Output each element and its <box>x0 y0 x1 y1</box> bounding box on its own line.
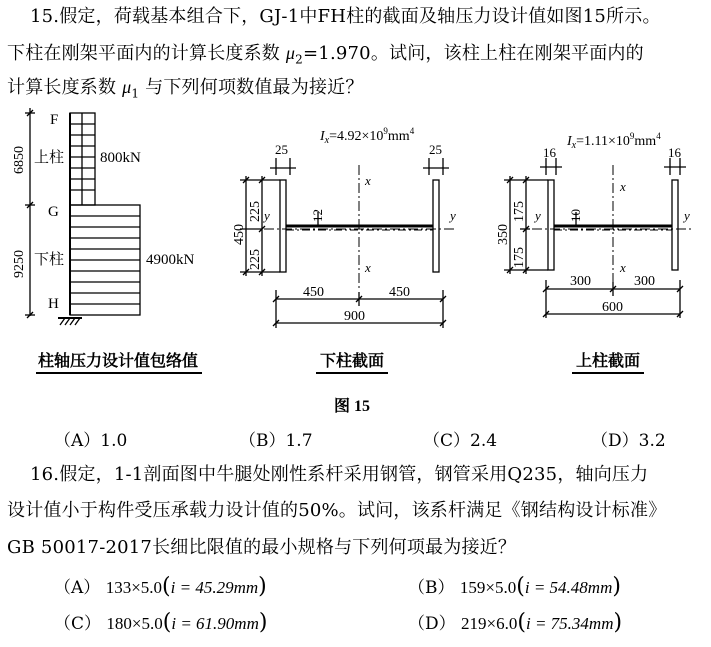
q16-line-2: 设计值小于构件受压承载力设计值的50%。试问，该系杆满足《钢结构设计标准》 <box>7 500 667 521</box>
q16-option-a[interactable]: （A） 133×5.0(i = 45.29mm) <box>54 574 267 599</box>
q16-option-c[interactable]: （C） 180×5.0(i = 61.90mm) <box>54 610 268 635</box>
lower-section-drawing <box>240 158 455 328</box>
q15-line-3-rest: 与下列何项数值最为接近？ <box>145 77 364 98</box>
upper-axis-x-top: x <box>620 179 626 194</box>
upper-section-drawing <box>504 158 692 318</box>
upper-axis-x-bottom: x <box>620 260 626 275</box>
upper-ix-value: =1.11×10 <box>576 134 630 149</box>
lower-ix-symbol: I <box>320 129 325 144</box>
q16-option-b-radius: i = 54.48mm <box>524 578 613 597</box>
mu1-subscript: 1 <box>131 86 140 101</box>
lower-w-left: 450 <box>303 285 324 300</box>
lower-h-bot: 225 <box>248 249 263 270</box>
q16-option-a-radius: i = 45.29mm <box>170 578 259 597</box>
lower-ix-unit: mm <box>387 129 410 144</box>
mu1-symbol: μ <box>122 77 132 97</box>
q15-option-b[interactable]: （B）1.7 <box>239 431 313 451</box>
lower-flange-left-thk: 25 <box>275 142 288 157</box>
upper-section-caption: 上柱截面 <box>576 351 641 370</box>
envelope-diagram <box>25 108 140 325</box>
q15-line-2-text: 下柱在刚架平面内的计算长度系数 <box>7 43 280 64</box>
node-H: H <box>48 296 59 312</box>
lower-ix-unit-exp: 4 <box>409 126 415 136</box>
upper-ix-label <box>566 131 661 151</box>
upper-h-total: 350 <box>496 224 511 245</box>
upper-axis-y-right: y <box>684 208 690 223</box>
lower-ix-sub: x <box>324 135 330 146</box>
figure-title: 图 15 <box>334 398 371 415</box>
q16-option-d-size: 219×6.0 <box>461 614 518 633</box>
upper-web-thk: 10 <box>568 209 583 222</box>
upper-section-caption-underline <box>572 372 644 374</box>
lower-section-caption-underline <box>316 372 388 374</box>
lower-h-top: 225 <box>248 201 263 222</box>
q16-option-d-label: （D） <box>408 614 456 634</box>
upper-w-left: 300 <box>570 274 591 289</box>
q16-option-c-label: （C） <box>54 614 102 634</box>
upper-ix-sub: x <box>571 140 577 151</box>
q16-option-b[interactable]: （B） 159×5.0(i = 54.48mm) <box>408 574 621 599</box>
upper-ix-unit: mm <box>634 134 657 149</box>
lower-web-thk: 12 <box>310 209 325 222</box>
upper-h-top: 175 <box>512 201 527 222</box>
q15-line-1: 15.假定，荷载基本组合下，GJ-1中FH柱的截面及轴压力设计值如图15所示。 <box>30 6 661 27</box>
upper-w-total: 600 <box>602 300 623 315</box>
dim-upper-height: 6850 <box>12 146 27 174</box>
q16-option-b-label: （B） <box>408 578 455 598</box>
node-F: F <box>50 112 59 128</box>
envelope-caption: 柱轴压力设计值包络值 <box>38 351 199 370</box>
upper-flange-left-thk: 16 <box>543 145 556 160</box>
upper-ix-exp: 9 <box>629 131 635 141</box>
upper-ix-unit-exp: 4 <box>656 131 661 141</box>
q16-line-1: 16.假定，1-1剖面图中牛腿处刚性系杆采用钢管，钢管采用Q235，轴向压力 <box>30 464 649 485</box>
dim-lower-height: 9250 <box>12 250 27 278</box>
q16-line-3: GB 50017-2017长细比限值的最小规格与下列何项最为接近？ <box>7 537 517 558</box>
q15-option-a[interactable]: （A）1.0 <box>54 431 128 451</box>
q15-line-2-rest: 。试问，该柱上柱在刚架平面内的 <box>370 43 644 64</box>
upper-column-label: 上柱 <box>34 150 65 166</box>
upper-flange-right-thk: 16 <box>668 145 681 160</box>
node-G: G <box>48 204 59 220</box>
lower-section-caption: 下柱截面 <box>320 351 385 370</box>
lower-ix-label <box>319 126 415 146</box>
q15-option-d[interactable]: （D）3.2 <box>591 431 666 451</box>
q15-option-c[interactable]: （C）2.4 <box>423 431 498 451</box>
lower-axis-x-top: x <box>365 173 371 188</box>
q16-option-d-radius: i = 75.34mm <box>525 614 614 633</box>
q16-option-d[interactable]: （D） 219×6.0(i = 75.34mm) <box>408 610 623 635</box>
upper-h-bot: 175 <box>512 247 527 268</box>
q16-option-c-size: 180×5.0 <box>106 614 163 633</box>
lower-axis-y-left: y <box>264 208 270 223</box>
lower-flange-right-thk: 25 <box>429 142 442 157</box>
lower-ix-exp: 9 <box>383 126 388 136</box>
lower-h-total: 450 <box>232 224 247 245</box>
lower-w-total: 900 <box>344 309 365 324</box>
q15-line-3-text: 计算长度系数 <box>7 77 117 98</box>
lower-w-right: 450 <box>389 285 410 300</box>
lower-axis-y-right: y <box>450 208 456 223</box>
lower-column-label: 下柱 <box>34 252 65 268</box>
q16-option-b-size: 159×5.0 <box>459 578 517 597</box>
lower-force-value: 4900kN <box>146 252 195 268</box>
q16-option-a-label: （A） <box>54 578 101 598</box>
q16-option-a-size: 133×5.0 <box>105 578 163 597</box>
q16-option-c-radius: i = 61.90mm <box>171 614 259 633</box>
envelope-caption-underline <box>36 372 202 374</box>
upper-w-right: 300 <box>634 274 655 289</box>
lower-ix-value: =4.92×10 <box>329 129 384 144</box>
upper-ix-symbol: I <box>567 134 572 149</box>
mu2-symbol: μ <box>285 43 296 63</box>
upper-axis-y-left: y <box>535 208 541 223</box>
lower-axis-x-bottom: x <box>365 260 371 275</box>
mu2-subscript: 2 <box>295 52 304 67</box>
upper-force-value: 800kN <box>100 150 141 166</box>
mu2-value: =1.970 <box>303 43 371 64</box>
